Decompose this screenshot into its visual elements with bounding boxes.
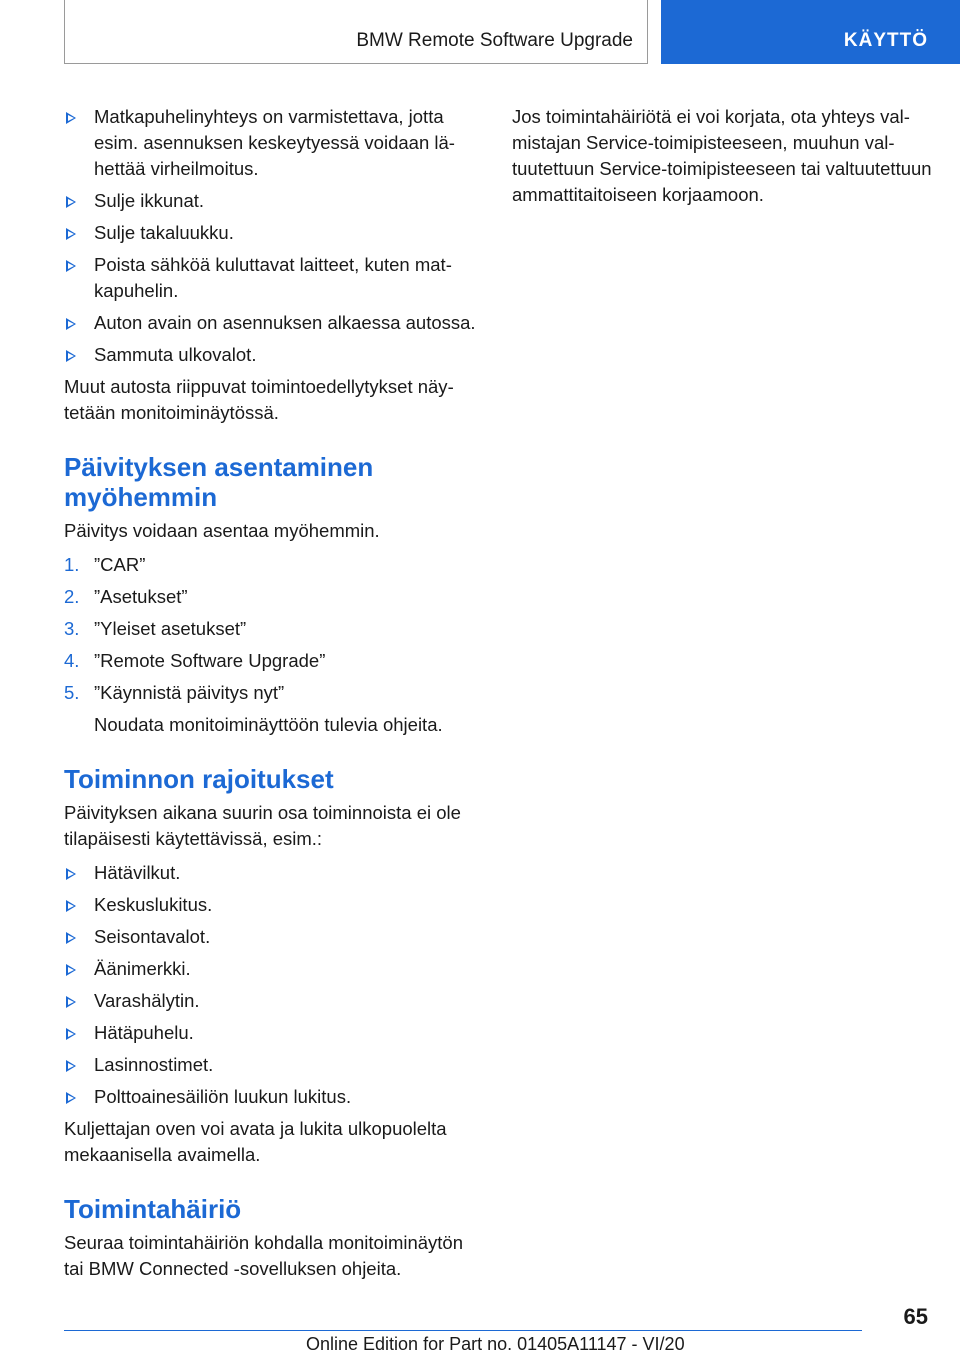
step-note: Noudata monitoiminäyttöön tulevia ohjeita.	[94, 714, 443, 735]
heading-limitations: Toiminnon rajoitukset	[64, 764, 334, 794]
triangle-bullet-icon	[66, 260, 76, 272]
triangle-bullet-icon	[66, 318, 76, 330]
list-item: Sulje takaluukku.	[64, 220, 484, 246]
list-item: Lasinnostimet.	[64, 1052, 484, 1078]
step-number: 2.	[64, 586, 80, 607]
footer-edition: Online Edition for Part no. 01405A11147 - VI/20	[306, 1334, 685, 1354]
left-column	[64, 104, 484, 1290]
steps-list	[64, 552, 484, 706]
step-item: 4. ”Remote Software Upgrade”	[64, 648, 484, 674]
service-paragraph: Jos toimintahäiriötä ei voi korjata, ota yhteys valmistajan Service-toimipisteeseen, muuhun valtuutettuun Service-toimipisteeseen tai valtuutettuun ammattitaitoiseen korjaamoon.	[512, 106, 932, 205]
list-item: Matkapuhelinyhteys on varmistettava, jotta esim. asennuksen keskeytyessä voidaan lähettää virheilmoitus.	[64, 104, 484, 182]
list-item: Sammuta ulkovalot.	[64, 342, 484, 368]
list-item: Hätävilkut.	[64, 860, 484, 886]
step-number: 3.	[64, 618, 80, 639]
triangle-bullet-icon	[66, 196, 76, 208]
triangle-bullet-icon	[66, 1028, 76, 1040]
step-item: 1. ”CAR”	[64, 552, 484, 578]
step-item: 3. ”Yleiset asetukset”	[64, 616, 484, 642]
heading-malfunction: Toimintahäiriö	[64, 1194, 242, 1224]
triangle-bullet-icon	[66, 1060, 76, 1072]
header-title: BMW Remote Software Upgrade	[356, 30, 633, 51]
limitations-paragraph: Päivityksen aikana suurin osa toiminnoista ei ole tilapäisesti käytettävissä, esim.:	[64, 802, 461, 849]
step-number: 5.	[64, 682, 80, 703]
list-item: Keskuslukitus.	[64, 892, 484, 918]
malfunction-paragraph: Seuraa toimintahäiriön kohdalla monitoiminäytön tai BMW Connected -sovelluksen ohjeita.	[64, 1232, 464, 1279]
triangle-bullet-icon	[66, 900, 76, 912]
list-item: Hätäpuhelu.	[64, 1020, 484, 1046]
page-number: 65	[903, 1304, 928, 1329]
conditions-paragraph: Muut autosta riippuvat toimintoedellytykset näytetään monitoiminäytössä.	[64, 376, 454, 423]
list-item: Seisontavalot.	[64, 924, 484, 950]
list-item: Varashälytin.	[64, 988, 484, 1014]
limitations-list	[64, 860, 484, 1110]
triangle-bullet-icon	[66, 868, 76, 880]
list-item: Auton avain on asennuksen alkaessa autossa.	[64, 310, 484, 336]
step-number: 4.	[64, 650, 80, 671]
triangle-bullet-icon	[66, 228, 76, 240]
right-column	[512, 104, 932, 216]
section-label: KÄYTTÖ	[843, 30, 928, 51]
triangle-bullet-icon	[66, 996, 76, 1008]
triangle-bullet-icon	[66, 350, 76, 362]
list-item: Äänimerkki.	[64, 956, 484, 982]
triangle-bullet-icon	[66, 964, 76, 976]
step-item: 2. ”Asetukset”	[64, 584, 484, 610]
install-later-paragraph: Päivitys voidaan asentaa myöhemmin.	[64, 520, 380, 541]
list-item: Polttoainesäiliön luukun lukitus.	[64, 1084, 484, 1110]
footer-divider	[64, 1330, 862, 1331]
list-item: Poista sähköä kuluttavat laitteet, kuten matkapuhelin.	[64, 252, 484, 304]
triangle-bullet-icon	[66, 1092, 76, 1104]
step-number: 1.	[64, 554, 80, 575]
door-paragraph: Kuljettajan oven voi avata ja lukita ulkopuolelta mekaanisella avaimella.	[64, 1118, 447, 1165]
heading-install-later: Päivityksen asentaminen myöhemmin	[64, 452, 374, 512]
step-item: 5. ”Käynnistä päivitys nyt”	[64, 680, 484, 706]
preconditions-list	[64, 104, 484, 368]
triangle-bullet-icon	[66, 112, 76, 124]
section-tab	[661, 0, 960, 64]
list-item: Sulje ikkunat.	[64, 188, 484, 214]
header-bar	[64, 0, 648, 64]
triangle-bullet-icon	[66, 932, 76, 944]
